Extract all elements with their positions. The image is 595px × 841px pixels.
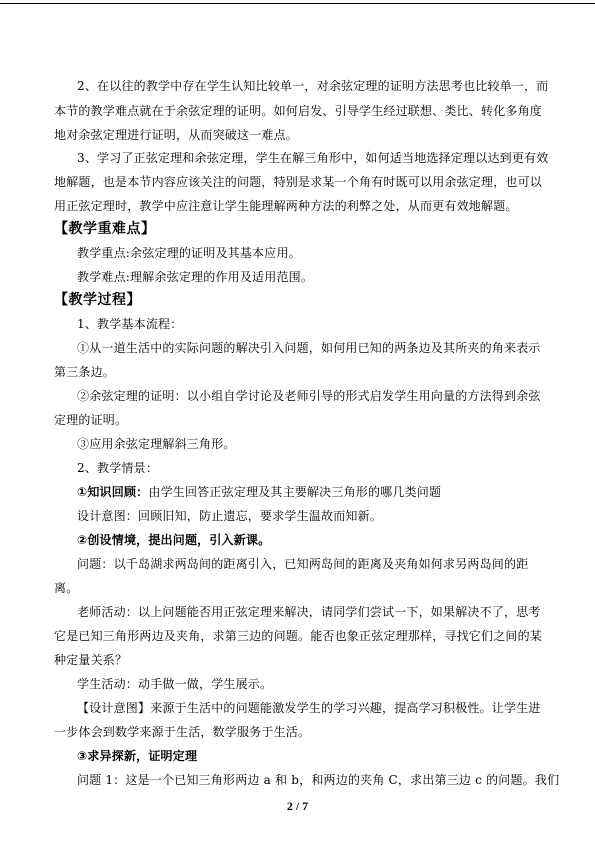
review-design-intent: 设计意图：回顾旧知，防止遗忘，要求学生温故而知新。: [77, 509, 383, 523]
flow-step-2-line-2: 定理的证明。: [54, 413, 128, 427]
paragraph-2-line-3: 地对余弦定理进行证明，从而突破这一难点。: [54, 128, 299, 142]
explore-heading: ③求异探新，证明定理: [77, 749, 198, 763]
knowledge-review: [77, 485, 441, 499]
flow-step-2-line-1: ②余弦定理的证明：以小组自学讨论及老师引导的形式启发学生用向量的方法得到余弦: [77, 389, 541, 403]
teacher-activity-line-3: 种定量关系？: [54, 653, 128, 667]
paragraph-2-line-2: 本节的教学难点就在于余弦定理的证明。如何启发、引导学生经过联想、类比、转化多角度: [54, 104, 543, 118]
flow-step-1-line-1: ①从一道生活中的实际问题的解决引入问题，如何用已知的两条边及其所夹的角来表示: [77, 341, 541, 355]
flow-title: 1、教学基本流程：: [77, 317, 183, 331]
paragraph-3-line-2: 地解题，也是本节内容应该关注的问题，特别是求某一个角有时既可以用余弦定理，也可以: [54, 175, 543, 189]
scenario-title: 2、教学情景：: [77, 461, 159, 475]
question-1: 问题 1：这是一个已知三角形两边 a 和 b，和两边的夹角 C，求出第三边 c 的问题。我们: [77, 773, 560, 787]
problem-line-2: 离。: [54, 581, 79, 595]
flow-step-3: ③应用余弦定理解斜三角形。: [77, 437, 236, 451]
section-heading-process: 【教学过程】: [54, 292, 141, 308]
teacher-activity-line-1: 老师活动：以上问题能否用正弦定理来解决，请同学们尝试一下，如果解决不了，思考: [77, 605, 541, 619]
teacher-activity-line-2: 它是已知三角形两边及夹角，求第三边的问题。能否也象正弦定理那样，寻找它们之间的某: [54, 629, 543, 643]
page-number: 2 / 7: [286, 799, 309, 813]
flow-step-1-line-2: 第三条边。: [54, 365, 116, 379]
create-situation-heading: ②创设情境，提出问题，引入新课。: [77, 533, 271, 547]
knowledge-review-label: ①知识回顾：: [77, 485, 149, 499]
teaching-focus: 教学重点:余弦定理的证明及其基本应用。: [77, 246, 301, 260]
teaching-difficulty: 教学难点:理解余弦定理的作用及适用范围。: [77, 270, 314, 284]
section-heading-key-points: 【教学重难点】: [54, 221, 156, 237]
design-intent-line-2: 一步体会到数学来源于生活，数学服务于生活。: [54, 725, 311, 739]
paragraph-3-line-1: 3、学习了正弦定理和余弦定理，学生在解三角形中，如何适当地选择定理以达到更有效: [77, 151, 549, 165]
knowledge-review-text: 由学生回答正弦定理及其主要解决三角形的哪几类问题: [148, 485, 442, 499]
paragraph-2-line-1: 2、在以往的教学中存在学生认知比较单一，对余弦定理的证明方法思考也比较单一，而: [77, 79, 549, 93]
header-rule: [0, 3, 595, 4]
problem-line-1: 问题：以千岛湖求两岛间的距离引入，已知两岛间的距离及夹角如何求另两岛间的距: [77, 557, 529, 571]
paragraph-3-line-3: 用正弦定理时，教学中应注意让学生能理解两种方法的利弊之处，从而更有效地解题。: [54, 199, 518, 213]
design-intent-line-1: 【设计意图】来源于生活中的问题能激发学生的学习兴趣，提高学习积极性。让学生进: [77, 701, 541, 715]
student-activity: 学生活动：动手做一做，学生展示。: [77, 677, 273, 691]
